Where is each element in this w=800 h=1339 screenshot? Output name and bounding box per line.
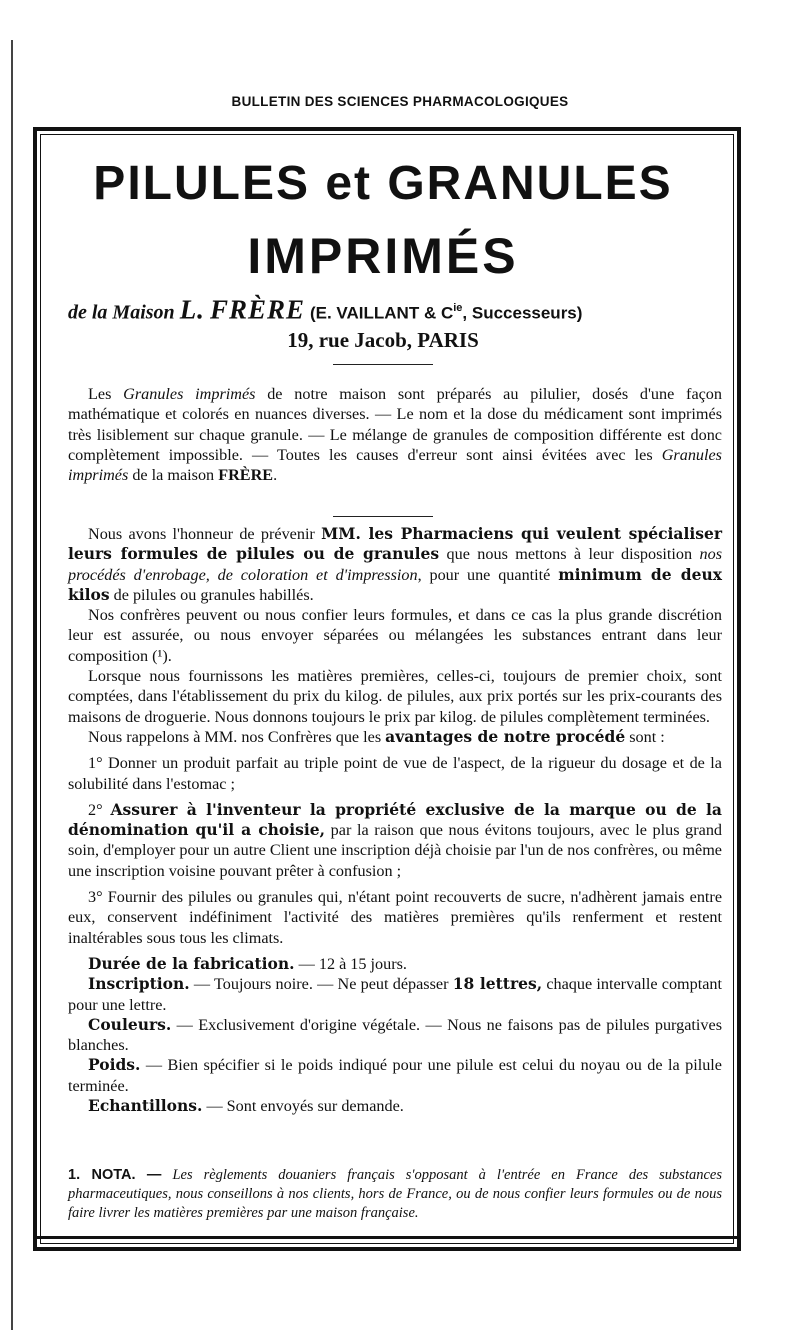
para5: Nous rappelons à MM. nos Confrères que les avantages de notre procédé sont : xyxy=(88,726,665,746)
para4: Lorsque nous fournissons les matières premières, celles-ci, toujours de premier choix, sont comptées, dans l'établissement du prix du kilog. de pilules, aux prix portés sur les prix-courants des maisons de droguerie. Nous donnons toujours le prix par kilog. de pilules complètement terminées. xyxy=(68,667,722,726)
running-head: BULLETIN DES SCIENCES PHARMACOLOGIQUES xyxy=(231,94,569,109)
inscription-line: Inscription. — Toujours noire. — Ne peut dépasser 18 lettres, chaque intervalle comptant pour une lettre. xyxy=(68,974,722,1014)
para2-italic: nos procédés d'enrobage, de coloration et d'impression xyxy=(68,545,722,584)
nota-text: Les règlements douaniers français s'opposant à l'entrée en France des substances pharmaceutiques, nous conseillons à nos clients, hors de France, ou de nous confier leurs formules ou de nous faire livrer les matières premières par une maison française. xyxy=(68,1167,722,1221)
nota-lead: 1. NOTA. — xyxy=(68,1167,162,1183)
separator-middle xyxy=(333,516,433,517)
maison-line xyxy=(68,294,726,328)
para1-text-4: . xyxy=(273,466,278,485)
couleurs-line: Couleurs. — Exclusivement d'origine végétale. — Nous ne faisons pas de pilules purgatives blanches. xyxy=(68,1014,722,1055)
echantillons-label: Echantillons. xyxy=(88,1096,203,1116)
para1-italic-2: Granules imprimés xyxy=(68,445,722,485)
address: 19, rue Jacob, PARIS xyxy=(287,328,479,352)
title-line-1: PILULES et GRANULES xyxy=(93,157,673,210)
point-2: 2° Assurer à l'inventeur la propriété exclusive de la marque ou de la dénomination qu'il a choisie, par la raison que nous évitons toujours, avec le plus grand soin, d'employer pour un autre Client une inscription déjà choisie par l'un de nos confrères, ou même une inscription voisine pouvant prêter à confusion ; xyxy=(68,799,723,880)
para5-bold: avantages de notre procédé xyxy=(385,726,626,746)
para3: Nos confrères peuvent ou nous confier leurs formules, et dans ce cas la plus grande discrétion leur est assurée, ou nous envoyer séparées ou mélangées les substances entrant dans leur composition (¹). xyxy=(68,606,722,665)
para2-bold-2: minimum de deux kilos xyxy=(68,564,723,604)
nota-footnote xyxy=(68,1166,722,1223)
duree-line: Durée de la fabrication. — 12 à 15 jours. xyxy=(88,953,407,973)
para1-text-3: de la maison xyxy=(128,466,219,485)
maison-initial: L. xyxy=(179,294,205,325)
maison-name: FRÈRE xyxy=(209,294,305,325)
maison-sup: ie xyxy=(453,302,463,314)
couleurs-label: Couleurs. xyxy=(88,1014,172,1034)
para1-text-2: de notre maison sont préparés au pilulier, dosés d'une façon mathématique et colorés en nuances diverses. — Le nom et la dose du médicament sont imprimés très lisiblement sur chaque granule. — Le mélange de granules de composition différente est donc complètement impossible. — Toutes les causes d'erreur sont ainsi évitées avec les xyxy=(68,385,722,464)
point2-bold: Assurer à l'inventeur la propriété exclusive de la marque ou de la dénomination qu'il a choisie, xyxy=(68,799,722,840)
poids-line: Poids. — Bien spécifier si le poids indiqué pour une pilule est celui du noyau ou de la pilule terminée. xyxy=(68,1055,722,1095)
maison-prefix: de la Maison xyxy=(68,301,175,324)
para1-text-1: Les xyxy=(88,385,124,403)
para2-bold-1: MM. les Pharmaciens qui veulent spécialiser leurs formules de pilules ou de granules xyxy=(68,524,722,564)
left-margin-rule xyxy=(11,40,13,1330)
title-line-2: IMPRIMÉS xyxy=(247,228,519,284)
intro-paragraph xyxy=(68,384,722,485)
duree-label: Durée de la fabrication. xyxy=(88,953,295,973)
para2: Nous avons l'honneur de prévenir MM. les Pharmaciens qui veulent spécialiser leurs formules de pilules ou de granules que nous mettons à leur disposition nos procédés d'enrobage, de coloration et d'impression, pour une quantité minimum de deux kilos de pilules ou granules habillés. xyxy=(68,524,723,604)
echantillons-line: Echantillons. — Sont envoyés sur demande. xyxy=(88,1096,404,1116)
para1-italic-1: Granules imprimés xyxy=(123,385,256,403)
maison-suffix: , Successeurs) xyxy=(462,303,583,323)
point-1: 1° Donner un produit parfait au triple point de vue de l'aspect, de la rigueur du dosage et de la solubilité dans l'estomac ; xyxy=(68,754,722,793)
poids-label: Poids. xyxy=(88,1055,141,1075)
main-text xyxy=(68,524,722,1116)
bottom-rule xyxy=(33,1236,741,1239)
inscription-bold: 18 lettres, xyxy=(452,974,543,994)
para1-bold: FRÈRE xyxy=(218,466,274,485)
separator-top xyxy=(333,364,433,365)
point-3: 3° Fournir des pilules ou granules qui, n'étant point recouverts de sucre, n'adhèrent jamais entre eux, conservent indéfiniment l'activité des matières premières qu'ils renferment et restent inaltérables sous tous les climats. xyxy=(68,888,722,947)
maison-successors: (E. VAILLANT & C xyxy=(309,303,454,323)
inscription-label: Inscription. xyxy=(88,974,190,994)
